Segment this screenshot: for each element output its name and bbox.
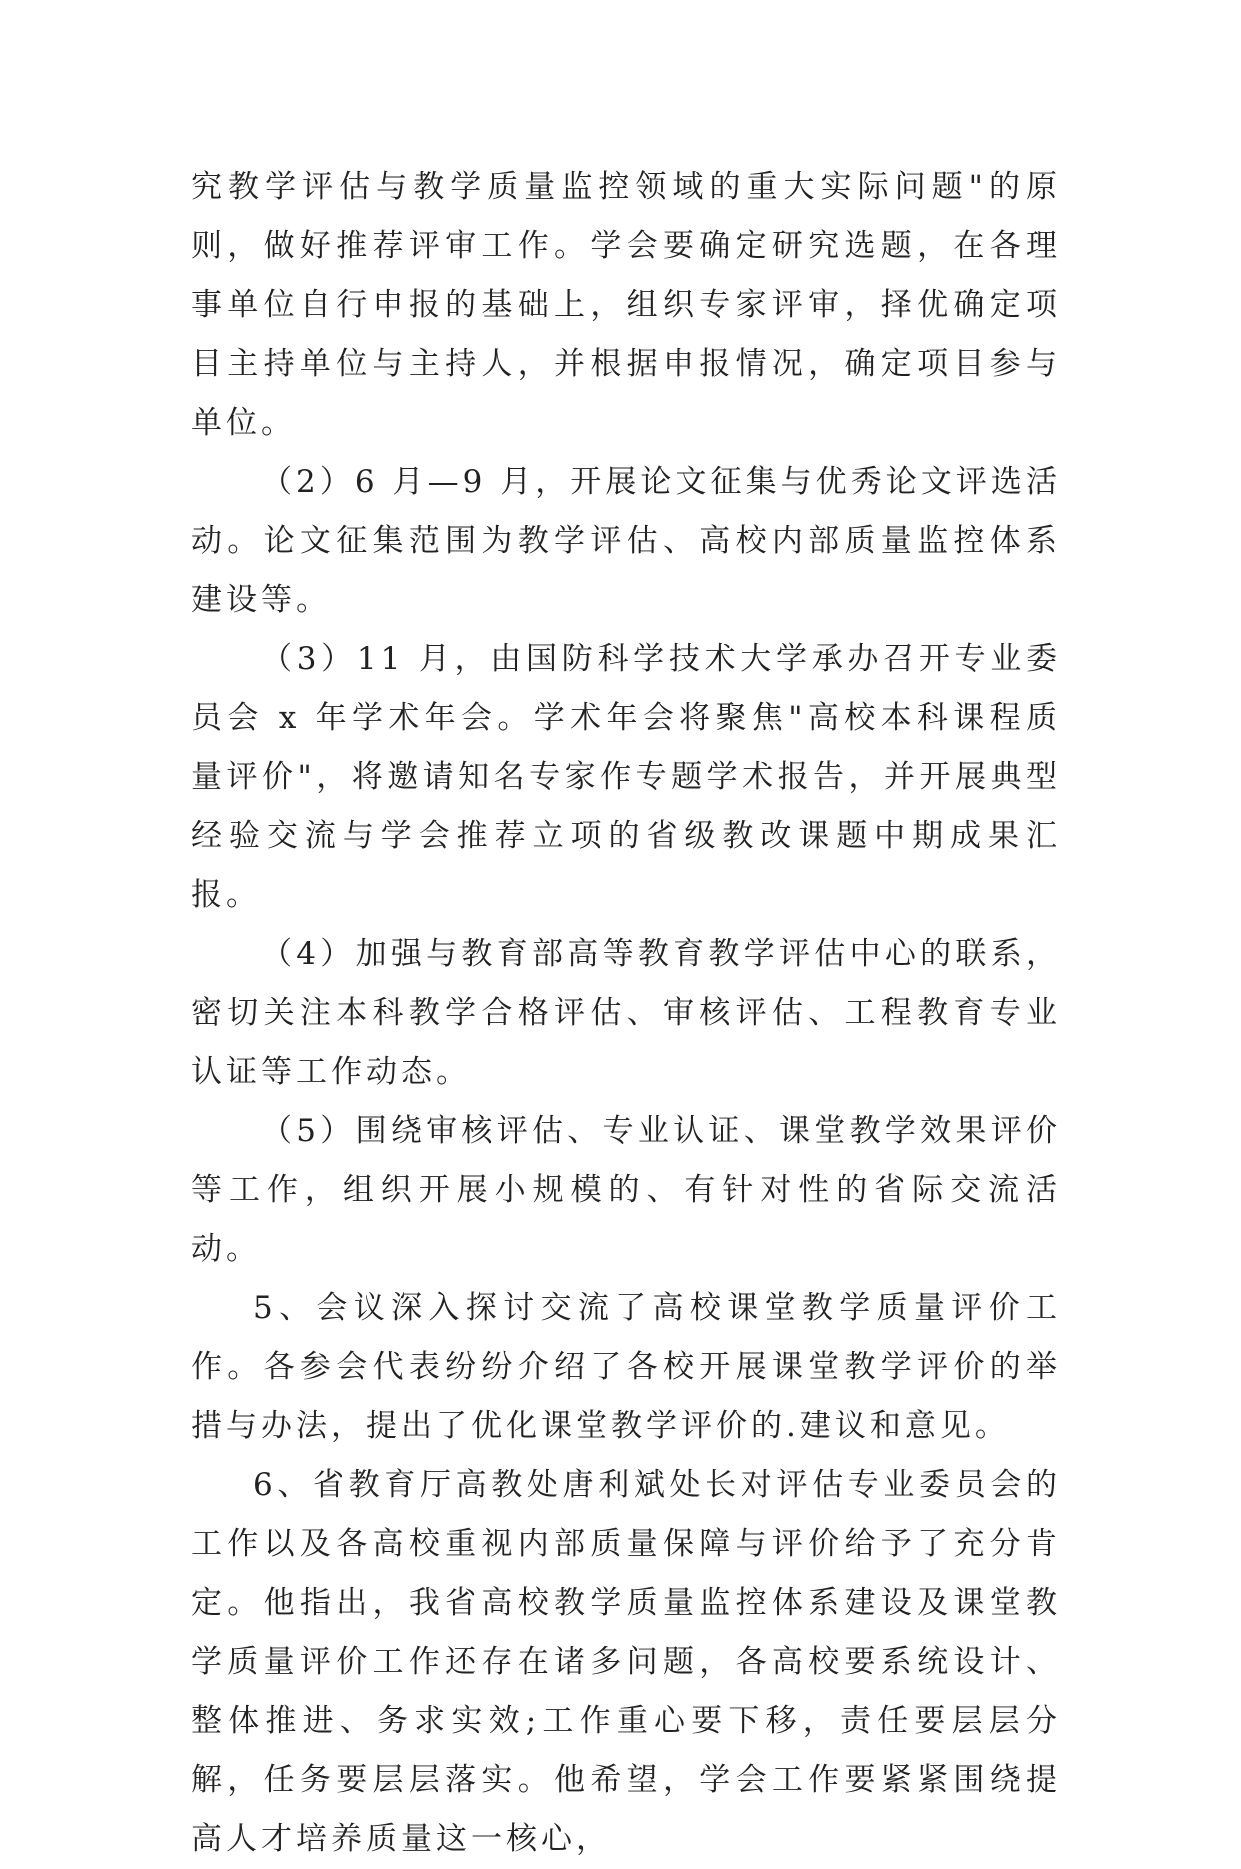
document-body <box>191 158 1061 1869</box>
paragraph-item-2: （2）6 月—9 月，开展论文征集与优秀论文评选活动。论文征集范围为教学评估、高校内部质量监控体系建设等。 <box>191 464 1061 618</box>
paragraph-item-4: （4）加强与教育部高等教育教学评估中心的联系，密切关注本科教学合格评估、审核评估、工程教育专业认证等工作动态。 <box>191 936 1061 1090</box>
paragraph-item-3: （3）11 月，由国防科学技术大学承办召开专业委员会 x 年学术年会。学术年会将聚焦"高校本科课程质量评价"，将邀请知名专家作专题学术报告，并开展典型经验交流与学会推荐立项的省级教改课题中期成果汇报。 <box>191 641 1061 913</box>
paragraph-point-6: 6、省教育厅高教处唐利斌处长对评估专业委员会的工作以及各高校重视内部质量保障与评价给予了充分肯定。他指出，我省高校教学质量监控体系建设及课堂教学质量评价工作还存在诸多问题，各高校要系统设计、整体推进、务求实效;工作重心要下移，责任要层层分解，任务要层层落实。他希望，学会工作要紧紧围绕提高人才培养质量这一核心， <box>191 1467 1061 1857</box>
paragraph-point-5: 5、会议深入探讨交流了高校课堂教学质量评价工作。各参会代表纷纷介绍了各校开展课堂教学评价的举措与办法，提出了优化课堂教学评价的.建议和意见。 <box>191 1290 1061 1444</box>
paragraph-item-5: （5）围绕审核评估、专业认证、课堂教学效果评价等工作，组织开展小规模的、有针对性的省际交流活动。 <box>191 1113 1061 1267</box>
paragraph-continuation: 究教学评估与教学质量监控领域的重大实际问题"的原则，做好推荐评审工作。学会要确定研究选题，在各理事单位自行申报的基础上，组织专家评审，择优确定项目主持单位与主持人，并根据申报情况，确定项目参与单位。 <box>191 169 1061 441</box>
